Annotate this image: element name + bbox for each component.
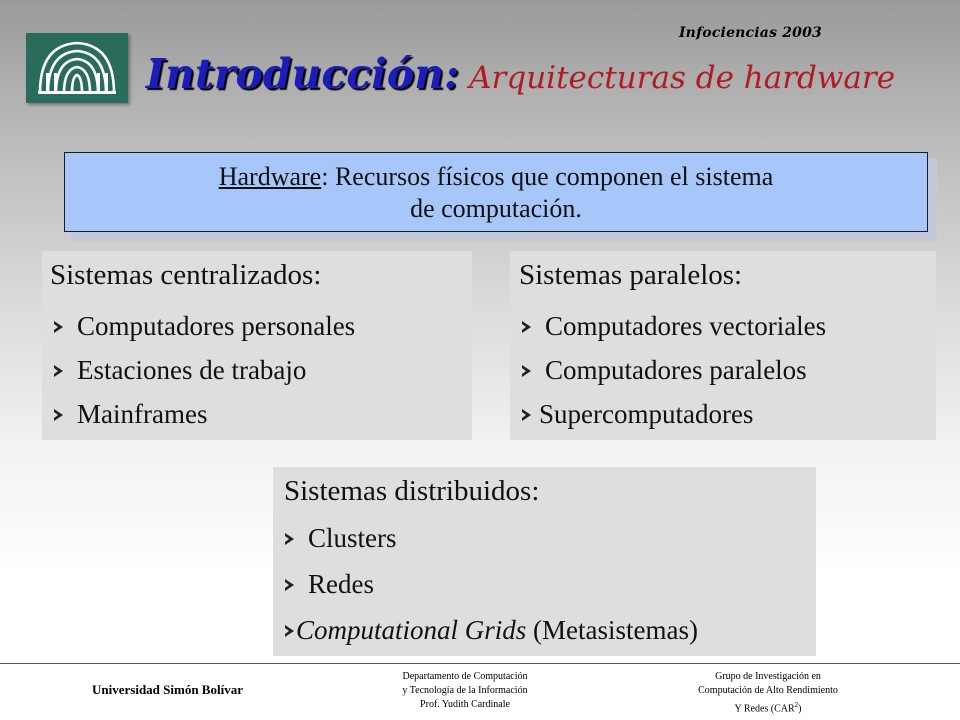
arrow-bullet-icon bbox=[285, 533, 294, 545]
arrow-bullet-icon bbox=[522, 365, 531, 377]
list-item: Mainframes bbox=[54, 399, 207, 430]
list-item: Computadores vectoriales bbox=[522, 311, 826, 342]
distributed-systems-panel bbox=[273, 467, 816, 656]
grids-rest: (Metasistemas) bbox=[533, 615, 698, 645]
definition-term: Hardware bbox=[218, 162, 322, 191]
arrow-bullet-icon bbox=[54, 321, 63, 333]
footer-department: Departamento de Computación y Tecnología de la Información Prof. Yudith Cardinale bbox=[402, 671, 528, 710]
arrow-bullet-icon bbox=[522, 321, 531, 333]
university-logo bbox=[26, 33, 128, 103]
definition-box bbox=[64, 152, 928, 232]
title-main: Introducción: bbox=[146, 50, 460, 98]
logo-arches-icon bbox=[26, 33, 128, 103]
footer-group: Grupo de Investigación en Computación de Alto Rendimiento Y Redes (CAR$^2$) bbox=[698, 671, 838, 715]
centralized-heading: Sistemas centralizados: bbox=[50, 259, 322, 291]
grids-italic: Computational Grids bbox=[296, 615, 527, 645]
arrow-bullet-icon bbox=[285, 625, 294, 637]
arrow-bullet-icon bbox=[54, 365, 63, 377]
list-item: Supercomputadores bbox=[522, 399, 753, 430]
arrow-bullet-icon bbox=[54, 409, 63, 421]
list-item: Computadores paralelos bbox=[522, 355, 807, 386]
distributed-heading: Sistemas distribuidos: bbox=[284, 475, 540, 507]
arrow-bullet-icon bbox=[522, 409, 531, 421]
definition-line-1 bbox=[65, 161, 927, 193]
list-item: Computadores personales bbox=[54, 311, 355, 342]
centralized-systems-panel bbox=[42, 251, 472, 440]
arrow-bullet-icon bbox=[285, 579, 294, 591]
parallel-systems-panel bbox=[510, 251, 936, 440]
title-subtitle: Arquitecturas de hardware bbox=[469, 60, 896, 96]
definition-line-2: de computación. bbox=[410, 194, 582, 223]
list-item: Estaciones de trabajo bbox=[54, 355, 306, 386]
parallel-heading: Sistemas paralelos: bbox=[519, 259, 743, 291]
list-item: Clusters bbox=[285, 523, 397, 554]
conference-label: Infociencias 2003 bbox=[678, 25, 822, 41]
page-title bbox=[146, 50, 896, 98]
footer-university: Universidad Simón Bolívar bbox=[92, 682, 243, 697]
definition-text: : Recursos físicos que componen el sistema bbox=[321, 162, 774, 191]
list-item: Redes bbox=[285, 569, 374, 600]
footer-divider bbox=[0, 663, 960, 664]
list-item bbox=[285, 615, 698, 646]
